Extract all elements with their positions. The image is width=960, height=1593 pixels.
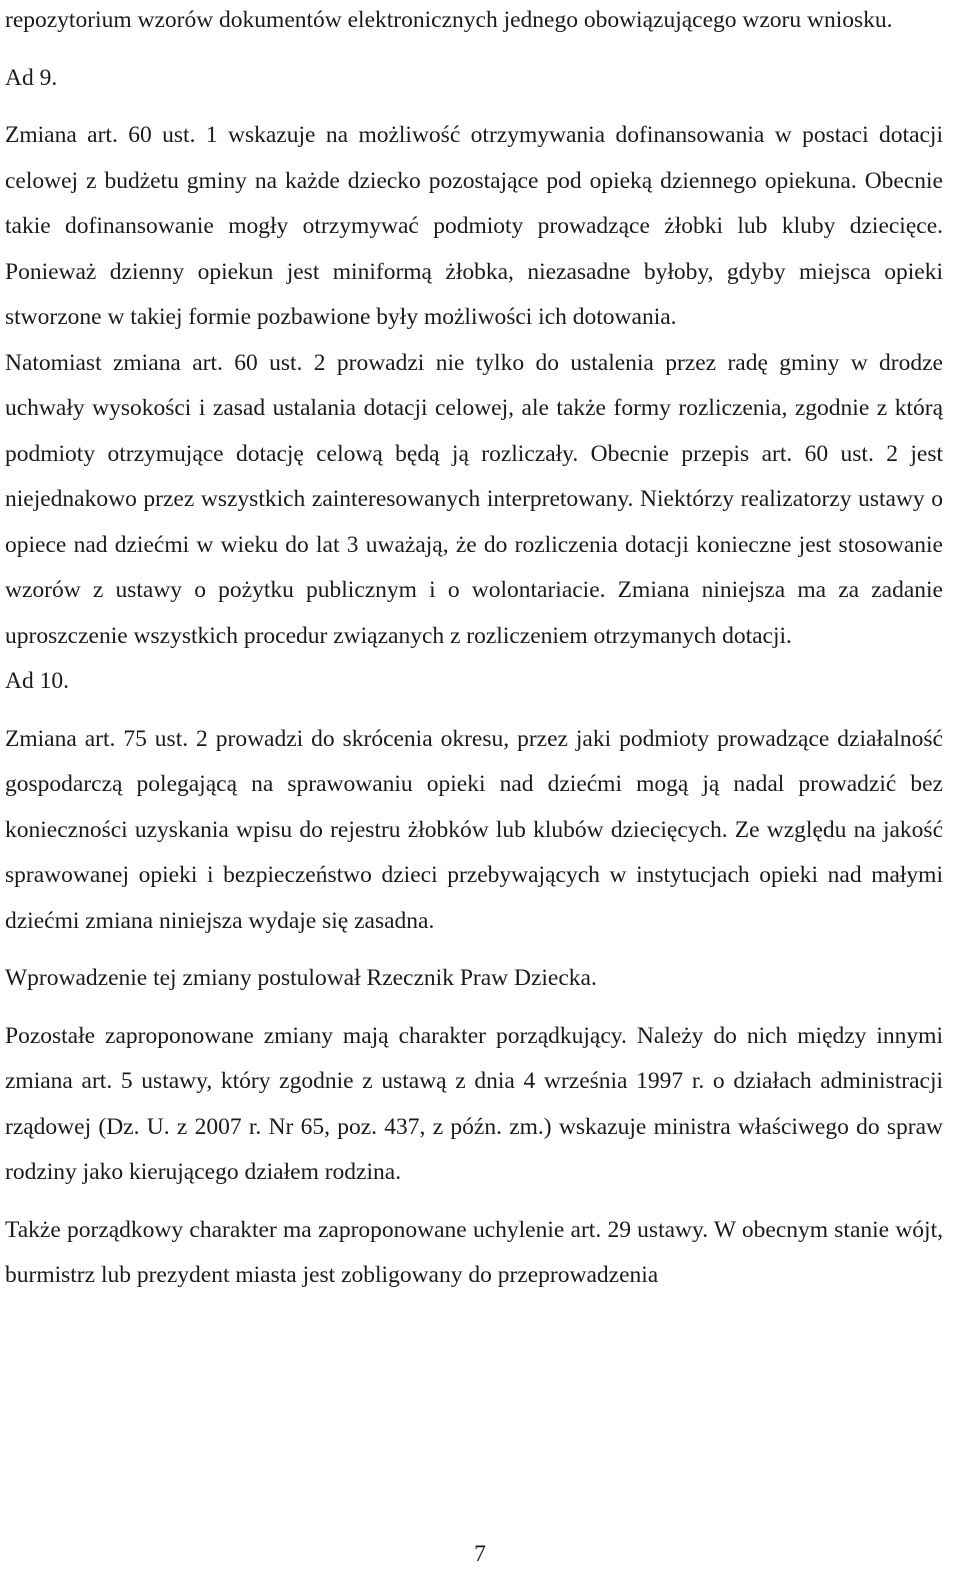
heading-ad-9: Ad 9. — [5, 64, 58, 91]
paragraph-porzadkujace: Pozostałe zaproponowane zmiany mają charakter porządkujący. Należy do nich między innymi zmiana art. 5 ustawy, który zgodnie z ustawą z dnia 4 września 1997 r. o działach administracji rządowej (Dz. U. z 2007 r. Nr 65, poz. 437, z późn. zm.) wskazuje ministra właściwego do spraw rodziny jako kierującego działem rodzina. — [5, 1022, 943, 1185]
paragraph-art-60-ust-1: Zmiana art. 60 ust. 1 wskazuje na możliwość otrzymywania dofinansowania w postaci dotacji celowej z budżetu gminy na każde dziecko pozostające pod opieką dziennego opiekuna. Obecnie takie dofinansowanie mogły otrzymywać podmioty prowadzące żłobki lub kluby dziecięce. Ponieważ dzienny opiekun jest miniformą żłobka, niezasadne byłoby, gdyby miejsca opieki stworzone w takiej formie pozbawione były możliwości ich dotowania. — [5, 122, 943, 330]
paragraph-rzecznik: Wprowadzenie tej zmiany postulował Rzecznik Praw Dziecka. — [5, 965, 597, 991]
heading-ad-10: Ad 10. — [5, 668, 69, 694]
paragraph-art-29: Także porządkowy charakter ma zaproponowane uchylenie art. 29 ustawy. W obecnym stanie wójt, burmistrz lub prezydent miasta jest zobligowany do przeprowadzenia — [5, 1216, 943, 1288]
paragraph-art-75-ust-2: Zmiana art. 75 ust. 2 prowadzi do skrócenia okresu, przez jaki podmioty prowadzące działalność gospodarczą polegającą na sprawowaniu opieki nad dziećmi mogą ją nadal prowadzić bez konieczności uzyskania wpisu do rejestru żłobków lub klubów dziecięcych. Ze względu na jakość sprawowanej opieki i bezpieczeństwo dzieci przebywających w instytucjach opieki nad małymi dziećmi zmiana niniejsza wydaje się zasadna. — [5, 725, 943, 934]
document-page — [5, 0, 943, 1299]
paragraph-repository: repozytorium wzorów dokumentów elektronicznych jednego obowiązującego wzoru wniosku. — [5, 7, 893, 33]
paragraph-art-60-ust-2: Natomiast zmiana art. 60 ust. 2 prowadzi nie tylko do ustalenia przez radę gminy w drodze uchwały wysokości i zasad ustalania dotacji celowej, ale także formy rozliczenia, zgodnie z którą podmioty otrzymujące dotację celową będą ją rozliczały. Obecnie przepis art. 60 ust. 2 jest niejednakowo przez wszystkich zainteresowanych interpretowany. Niektórzy realizatorzy ustawy o opiece nad dziećmi w wieku do lat 3 uważają, że do rozliczenia dotacji konieczne jest stosowanie wzorów z ustawy o pożytku publicznym i o wolontariacie. Zmiana niniejsza ma za zadanie uproszczenie wszystkich procedur związanych z rozliczeniem otrzymanych dotacji. — [5, 349, 943, 649]
page-number: 7 — [474, 1541, 486, 1567]
